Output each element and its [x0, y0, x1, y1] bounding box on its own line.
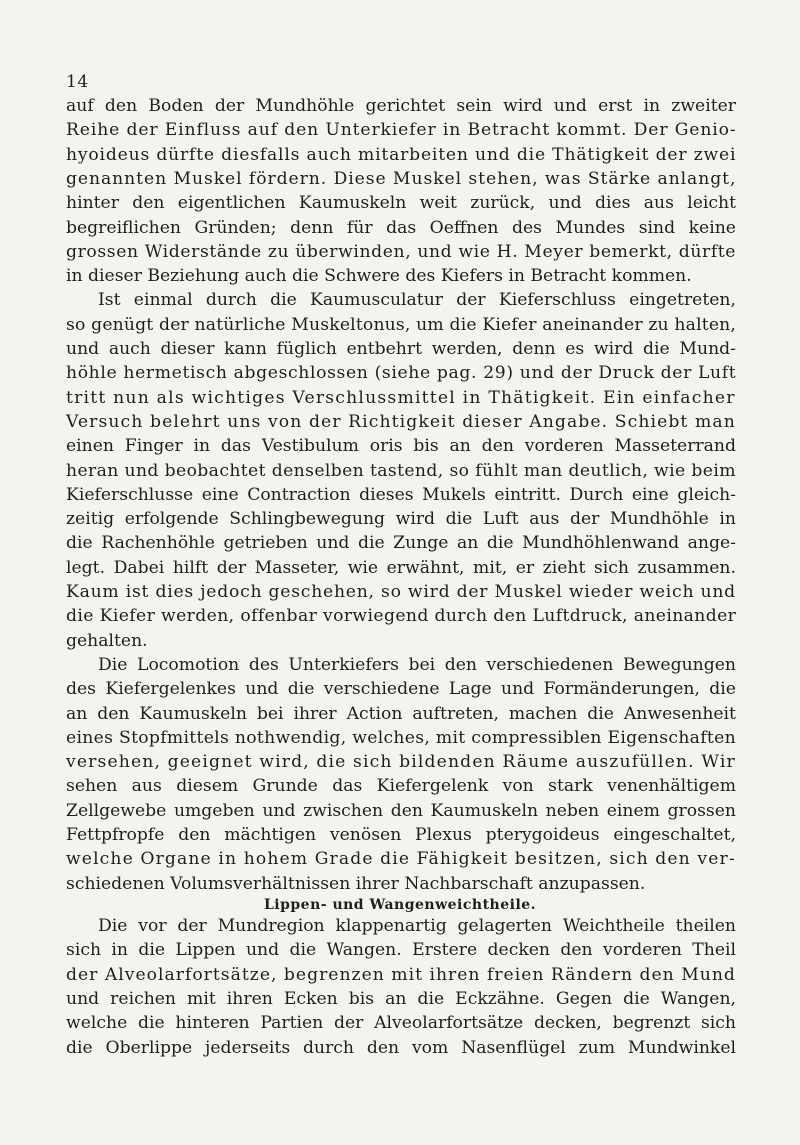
- text-line: welche Organe in hohem Grade die Fähigkeit besitzen, sich den ver-: [66, 849, 736, 870]
- text-line: Fettpfropfe den mächtigen venösen Plexus pterygoideus eingeschaltet,: [66, 825, 736, 845]
- text-line: so genügt der natürliche Muskeltonus, um die Kiefer aneinander zu halten,: [66, 314, 737, 335]
- text-line: genannten Muskel fördern. Diese Muskel stehen, was Stärke anlangt,: [66, 168, 737, 189]
- text-line: tritt nun als wichtiges Verschlussmittel in Thätigkeit. Ein einfacher: [66, 387, 736, 408]
- text-line: heran und beobachtet denselben tastend, so fühlt man deutlich, wie beim: [66, 460, 736, 481]
- text-line: schiedenen Volumsverhältnissen ihrer Nachbarschaft anzupassen.: [66, 873, 646, 894]
- text-line: sich in die Lippen und die Wangen. Erstere decken den vorderen Theil: [66, 940, 736, 961]
- text-line: Die vor der Mundregion klappenartig gelagerten Weichtheile theilen: [98, 916, 736, 936]
- text-line: einen Finger in das Vestibulum oris bis an den vorderen Masseterrand: [66, 436, 736, 457]
- text-line: und auch dieser kann füglich entbehrt werden, denn es wird die Mund-: [66, 339, 736, 359]
- text-line: Ist einmal durch die Kaumusculatur der Kieferschluss eingetreten,: [98, 290, 736, 311]
- text-line: eines Stopfmittels nothwendig, welches, mit compressiblen Eigenschaften: [66, 727, 736, 748]
- text-line: begreiflichen Gründen; denn für das Oeffnen des Mundes sind keine: [66, 217, 736, 238]
- text-line: Die Locomotion des Unterkiefers bei den verschiedenen Bewegungen: [98, 654, 736, 675]
- section-heading: Lippen- und Wangenweichtheile.: [263, 897, 537, 913]
- text-line: an den Kaumuskeln bei ihrer Action auftreten, machen die Anwesenheit: [66, 703, 736, 724]
- text-line: die Oberlippe jederseits durch den vom Nasenflügel zum Mundwinkel: [66, 1037, 736, 1058]
- text-line: versehen, geeignet wird, die sich bildenden Räume auszufüllen. Wir: [66, 752, 736, 773]
- text-line: zeitig erfolgende Schlingbewegung wird die Luft aus der Mundhöhle in: [66, 509, 736, 530]
- text-line: sehen aus diesem Grunde das Kiefergelenk von stark venenhältigem: [66, 776, 736, 797]
- text-line: Kieferschlusse eine Contraction dieses Mukels eintritt. Durch eine gleich-: [66, 484, 736, 505]
- text-line: Zellgewebe umgeben und zwischen den Kaumuskeln neben einem grossen: [66, 800, 736, 821]
- text-line: legt. Dabei hilft der Masseter, wie erwähnt, mit, er zieht sich zusammen.: [66, 557, 736, 578]
- text-line: die Kiefer werden, offenbar vorwiegend durch den Luftdruck, aneinander: [66, 606, 737, 627]
- text-line: Reihe der Einfluss auf den Unterkiefer in Betracht kommt. Der Genio-: [66, 120, 737, 141]
- text-line: welche die hinteren Partien der Alveolarfortsätze decken, begrenzt sich: [66, 1013, 736, 1034]
- text-line: des Kiefergelenkes und die verschiedene Lage und Formänderungen, die: [66, 679, 736, 700]
- page-number: 14: [66, 72, 89, 92]
- text-line: hinter den eigentlichen Kaumuskeln weit zurück, und dies aus leicht: [66, 193, 736, 214]
- text-line: höhle hermetisch abgeschlossen (siehe pag. 29) und der Druck der Luft: [66, 363, 737, 384]
- text-line: die Rachenhöhle getrieben und die Zunge an die Mundhöhlenwand ange-: [66, 533, 736, 554]
- text-line: gehalten.: [66, 630, 148, 651]
- text-line: auf den Boden der Mundhöhle gerichtet sein wird und erst in zweiter: [66, 96, 736, 116]
- text-line: Versuch belehrt uns von der Richtigkeit dieser Angabe. Schiebt man: [66, 411, 736, 432]
- text-line: Kaum ist dies jedoch geschehen, so wird der Muskel wieder weich und: [66, 582, 736, 602]
- text-line: in dieser Beziehung auch die Schwere des Kiefers in Betracht kommen.: [66, 266, 692, 287]
- text-line: und reichen mit ihren Ecken bis an die Eckzähne. Gegen die Wangen,: [66, 988, 736, 1009]
- text-line: hyoideus dürfte diesfalls auch mitarbeiten und die Thätigkeit der zwei: [66, 144, 737, 165]
- text-line: der Alveolarfortsätze, begrenzen mit ihren freien Rändern den Mund: [66, 964, 736, 985]
- text-line: grossen Widerstände zu überwinden, und wie H. Meyer bemerkt, dürfte: [66, 241, 737, 262]
